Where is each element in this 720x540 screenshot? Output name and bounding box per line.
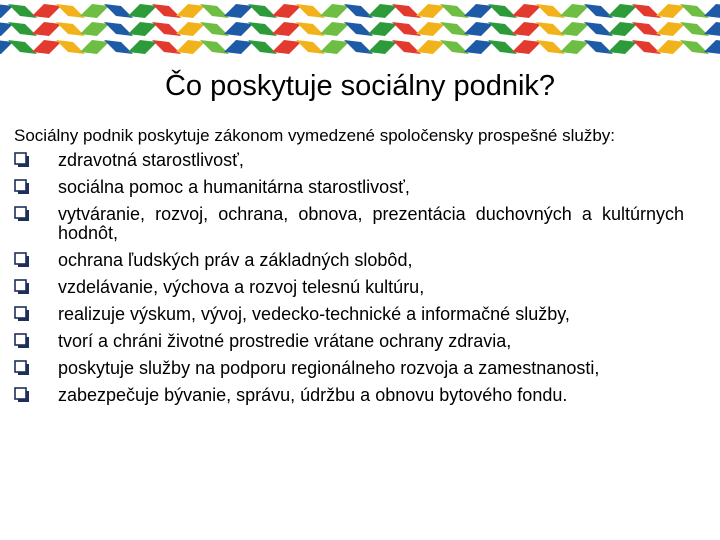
checkbox-bullet-icon	[14, 152, 30, 168]
bullet-list	[14, 151, 684, 405]
banner-tile	[512, 4, 541, 18]
list-item	[14, 386, 684, 405]
list-item	[14, 305, 684, 324]
banner-tile	[704, 40, 720, 54]
list-item	[14, 205, 684, 243]
checkbox-bullet-icon	[14, 206, 30, 222]
list-item-text: poskytuje služby na podporu regionálneho rozvoja a zamestnanosti,	[58, 358, 600, 378]
banner-tile	[128, 22, 157, 36]
slide-title: Čo poskytuje sociálny podnik?	[164, 70, 556, 102]
banner-tile	[320, 22, 349, 36]
list-item	[14, 178, 684, 197]
intro-text: Sociálny podnik poskytuje zákonom vymedzené spoločensky prospešné služby:	[14, 126, 615, 145]
banner-tile	[224, 40, 253, 54]
list-item	[14, 151, 684, 170]
checkbox-bullet-icon	[14, 387, 30, 403]
checkbox-bullet-icon	[14, 179, 30, 195]
banner-tile	[224, 4, 253, 18]
checkbox-bullet-icon	[14, 279, 30, 295]
banner-tile	[368, 4, 397, 18]
banner-tile	[464, 40, 493, 54]
banner-tile	[176, 22, 205, 36]
list-item	[14, 359, 684, 378]
banner-tile	[272, 22, 301, 36]
banner-tile	[560, 40, 589, 54]
banner-tile	[656, 22, 685, 36]
banner-tile	[416, 22, 445, 36]
banner-tile	[32, 22, 61, 36]
banner-tile	[224, 22, 253, 36]
checkbox-bullet-icon	[14, 252, 30, 268]
banner-tile	[272, 40, 301, 54]
banner-tile	[512, 40, 541, 54]
banner-tile	[416, 4, 445, 18]
content-body	[14, 126, 684, 413]
banner-tile	[464, 4, 493, 18]
banner-tile	[176, 4, 205, 18]
list-item-text: sociálna pomoc a humanitárna starostlivosť,	[58, 177, 410, 197]
banner-tile	[656, 40, 685, 54]
checkbox-bullet-icon	[14, 360, 30, 376]
list-item	[14, 332, 684, 351]
banner-tile	[608, 40, 637, 54]
banner-tile	[32, 40, 61, 54]
list-item-text: vzdelávanie, výchova a rozvoj telesnú kultúru,	[58, 277, 425, 297]
banner-tile	[80, 40, 109, 54]
banner-tile	[464, 22, 493, 36]
banner-tile	[320, 40, 349, 54]
banner-tile	[368, 22, 397, 36]
banner-tile	[320, 4, 349, 18]
banner-tile	[128, 40, 157, 54]
list-item-text: tvorí a chráni životné prostredie vrátane ochrany zdravia,	[58, 331, 512, 351]
banner-tile	[176, 40, 205, 54]
banner-tile	[704, 22, 720, 36]
banner-tile	[512, 22, 541, 36]
banner-tile	[272, 4, 301, 18]
banner-tile	[608, 4, 637, 18]
banner-tile	[416, 40, 445, 54]
checkbox-bullet-icon	[14, 333, 30, 349]
banner-tile	[608, 22, 637, 36]
banner-tile	[656, 4, 685, 18]
banner-tile	[560, 22, 589, 36]
banner-tile	[80, 4, 109, 18]
banner-tile	[80, 22, 109, 36]
banner-tile	[368, 40, 397, 54]
list-item-text: ochrana ľudských práv a základných slobôd,	[58, 250, 413, 270]
list-item-text: realizuje výskum, vývoj, vedecko-technické a informačné služby,	[58, 304, 570, 324]
list-item-text: zdravotná starostlivosť,	[58, 150, 244, 170]
banner-tile	[704, 4, 720, 18]
banner-tile	[128, 4, 157, 18]
list-item-text: zabezpečuje bývanie, správu, údržbu a obnovu bytového fondu.	[58, 385, 568, 405]
banner-tile	[32, 4, 61, 18]
list-item	[14, 251, 684, 270]
checkbox-bullet-icon	[14, 306, 30, 322]
list-item	[14, 278, 684, 297]
banner-tile	[560, 4, 589, 18]
decorative-banner	[0, 0, 720, 62]
list-item-text: vytváranie, rozvoj, ochrana, obnova, prezentácia duchovných a kultúrnych hodnôt,	[58, 204, 684, 243]
